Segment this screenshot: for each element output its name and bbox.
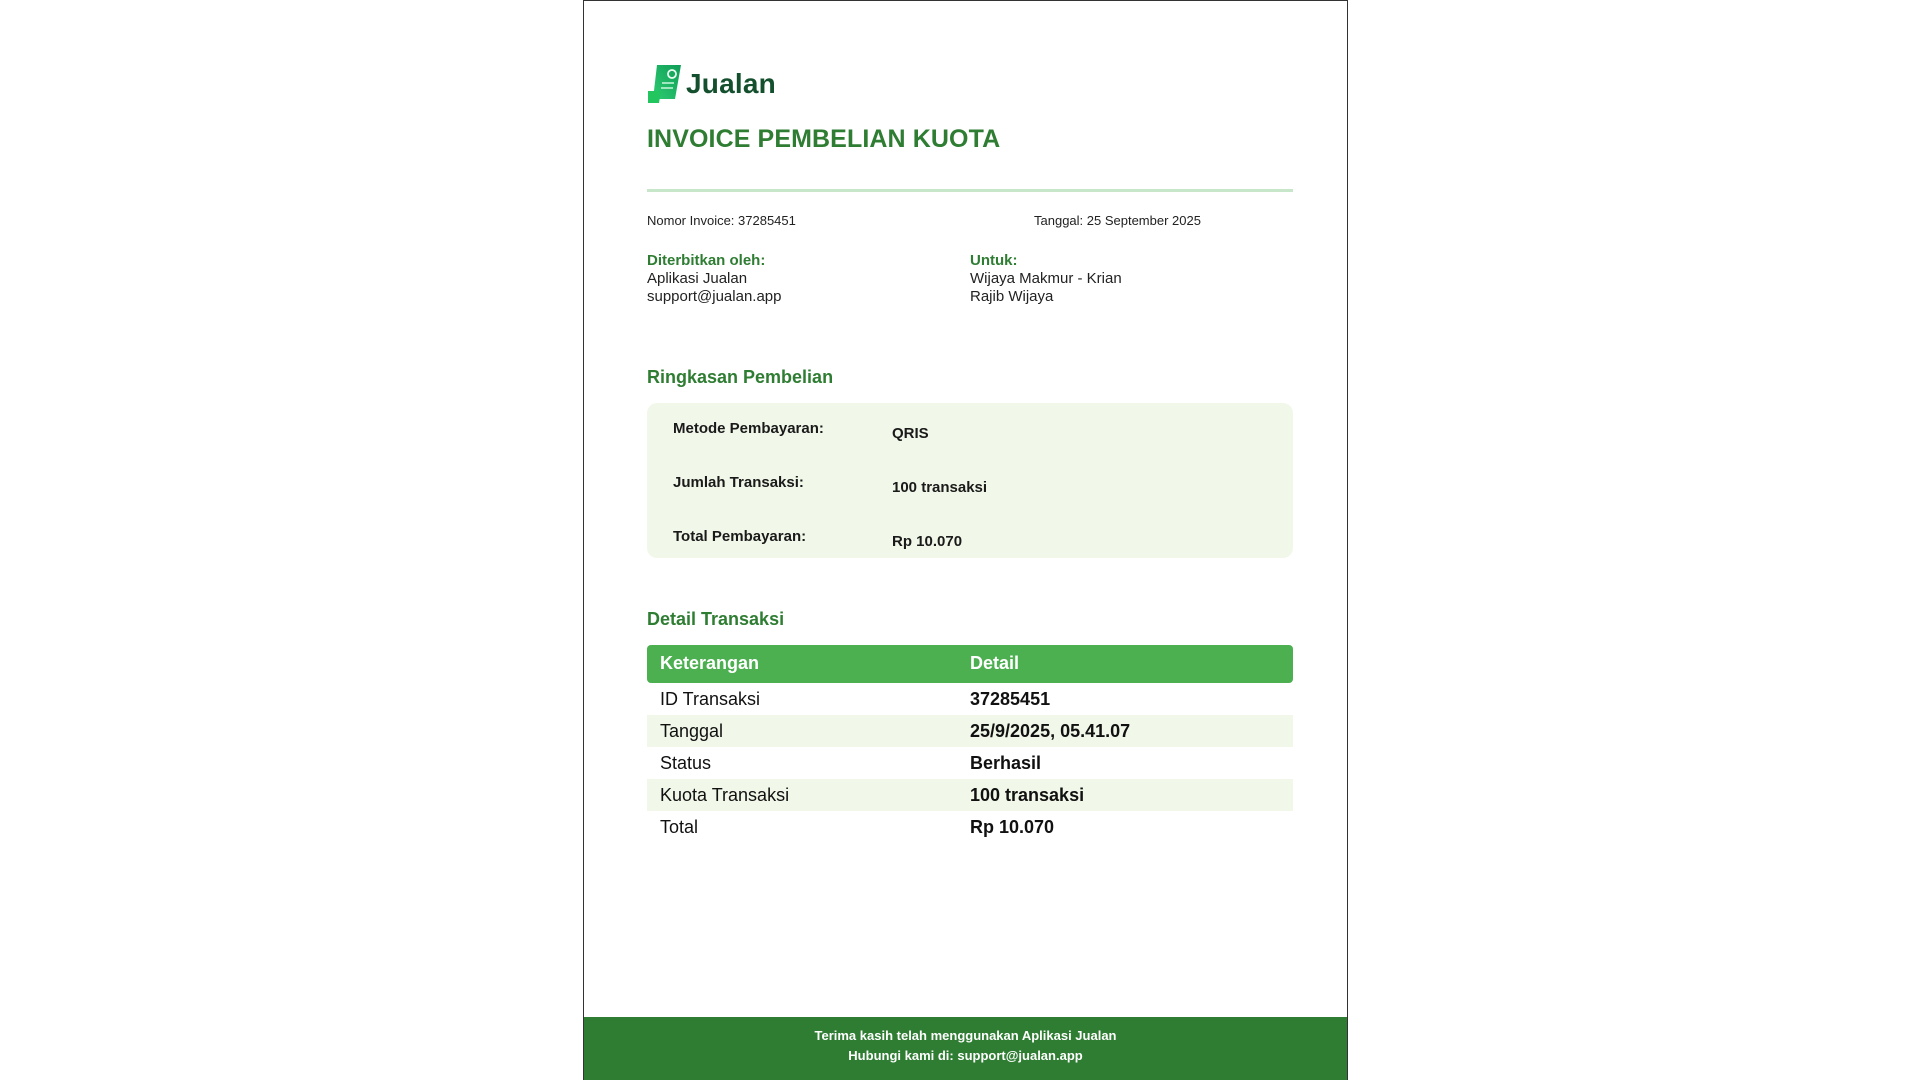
invoice-date: Tanggal: 25 September 2025 bbox=[1034, 213, 1201, 228]
brand-name: Jualan bbox=[686, 68, 776, 99]
row-value: Rp 10.070 bbox=[970, 817, 1055, 837]
details-table bbox=[647, 645, 1293, 843]
summary-label: Total Pembayaran: bbox=[673, 528, 807, 545]
table-row bbox=[647, 811, 1293, 843]
row-label: Tanggal bbox=[660, 721, 724, 741]
summary-label: Metode Pembayaran: bbox=[673, 420, 824, 437]
table-row bbox=[647, 779, 1293, 811]
brand-logo bbox=[647, 63, 776, 105]
header-detail: Detail bbox=[970, 653, 1020, 673]
table-row bbox=[647, 683, 1293, 715]
row-label: Total bbox=[660, 817, 699, 837]
summary-label: Jumlah Transaksi: bbox=[673, 474, 804, 491]
table-row bbox=[647, 715, 1293, 747]
summary-value: 100 transaksi bbox=[892, 479, 988, 496]
summary-card bbox=[647, 403, 1293, 558]
row-label: Status bbox=[660, 753, 712, 773]
recipient-label: Untuk: bbox=[970, 252, 1018, 269]
issuer-label: Diterbitkan oleh: bbox=[647, 252, 766, 269]
header-keterangan: Keterangan bbox=[660, 653, 760, 673]
invoice-page bbox=[583, 0, 1348, 1080]
receipt-logo-icon bbox=[647, 63, 683, 105]
row-value: 37285451 bbox=[970, 689, 1051, 709]
recipient-store: Wijaya Makmur - Krian bbox=[970, 270, 1122, 287]
invoice-number: Nomor Invoice: 37285451 bbox=[647, 213, 796, 228]
issuer-email: support@jualan.app bbox=[647, 288, 782, 305]
issuer-block bbox=[647, 252, 782, 306]
summary-value: Rp 10.070 bbox=[892, 533, 963, 550]
footer-thanks: Terima kasih telah menggunakan Aplikasi Jualan bbox=[814, 1028, 1117, 1043]
footer-contact: Hubungi kami di: support@jualan.app bbox=[848, 1048, 1083, 1063]
recipient-block bbox=[970, 252, 1122, 306]
row-value: 100 transaksi bbox=[970, 785, 1085, 805]
table-row bbox=[647, 747, 1293, 779]
invoice-title: INVOICE PEMBELIAN KUOTA bbox=[647, 125, 1001, 153]
table-header bbox=[647, 645, 1293, 683]
details-title: Detail Transaksi bbox=[647, 609, 785, 629]
issuer-name: Aplikasi Jualan bbox=[647, 270, 748, 287]
row-label: ID Transaksi bbox=[660, 689, 761, 709]
row-value: Berhasil bbox=[970, 753, 1042, 773]
header-divider bbox=[647, 189, 1293, 192]
row-value: 25/9/2025, 05.41.07 bbox=[970, 721, 1131, 741]
recipient-name: Rajib Wijaya bbox=[970, 288, 1054, 305]
summary-title: Ringkasan Pembelian bbox=[647, 367, 834, 387]
summary-value: QRIS bbox=[892, 425, 929, 442]
invoice-footer bbox=[584, 1017, 1347, 1080]
row-label: Kuota Transaksi bbox=[660, 785, 790, 805]
